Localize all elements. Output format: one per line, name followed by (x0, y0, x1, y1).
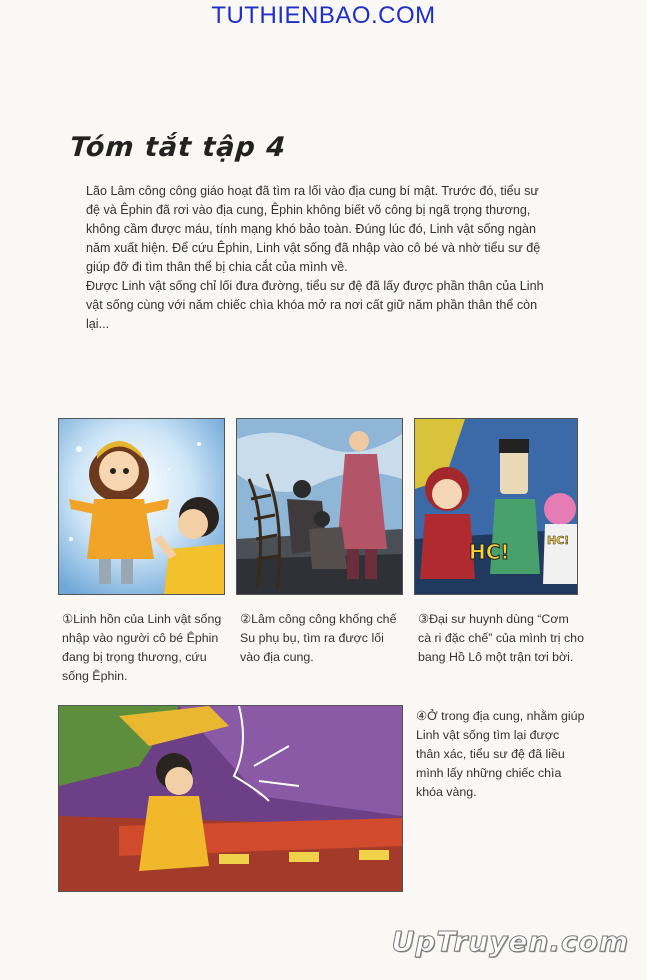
panel-4-illustration (59, 706, 402, 891)
panel-2-illustration (237, 419, 402, 594)
comic-panel-3 (414, 418, 578, 595)
caption-3-number: ③ (418, 612, 430, 626)
comic-panel-4 (58, 705, 403, 892)
sfx-hc-large: HC! (469, 540, 510, 564)
caption-1-text: Linh hồn của Linh vật sống nhập vào người cô bé Êphin đang bị trọng thương, cứu sống Êphin. (62, 612, 222, 683)
page-title: Tóm tắt tập 4 (68, 132, 288, 163)
caption-2-number: ② (240, 612, 252, 626)
caption-2 (240, 610, 402, 667)
caption-4 (416, 707, 586, 802)
panel-1-illustration (59, 419, 224, 594)
summary-paragraph-1: Lão Lâm công công giáo hoạt đã tìm ra lối vào địa cung bí mật. Trước đó, tiểu sư đệ và Êphin đã rơi vào địa cung, Êphin không biết võ công bị ngã trọng thương, không cầm được máu, tính mạng khó bảo toàn. Đúng lúc đó, Linh vật sống ngàn năm xuất hiện. Để cứu Êphin, Linh vật sống đã nhập vào cô bé và nhờ tiểu sư đệ giúp đỡ đi tìm thân thể bị chia cắt của mình về. (86, 184, 541, 274)
summary-text (86, 182, 556, 334)
caption-3-text: Đại sư huynh dùng “Cơm cà ri đặc chế” của mình trị cho bang Hồ Lô một trận tơi bời. (418, 612, 584, 664)
comic-panel-1 (58, 418, 225, 595)
site-header-link[interactable]: TUTHIENBAO.COM (211, 2, 436, 29)
caption-4-number: ④ (416, 709, 428, 723)
caption-4-text: Ở trong địa cung, nhằm giúp Linh vật sống tìm lại được thân xác, tiểu sư đệ đã liều mình lấy những chiếc chìa khóa vàng. (416, 709, 585, 799)
caption-1-number: ① (62, 612, 74, 626)
caption-2-text: Lâm công công khống chế Su phụ bụ, tìm ra được lối vào địa cung. (240, 612, 397, 664)
summary-paragraph-2: Được Linh vật sống chỉ lối đưa đường, tiểu sư đệ đã lấy được phần thân của Linh vật sống cùng với năm chiếc chìa khóa mở ra nơi cất giữ năm phần thân thể còn lại... (86, 279, 544, 331)
panel-3-illustration (415, 419, 577, 594)
caption-1 (62, 610, 230, 686)
caption-3 (418, 610, 584, 667)
comic-panel-2 (236, 418, 403, 595)
sfx-hc-small: HC! (547, 534, 570, 547)
watermark-logo: UpTruyen.com (391, 925, 629, 958)
